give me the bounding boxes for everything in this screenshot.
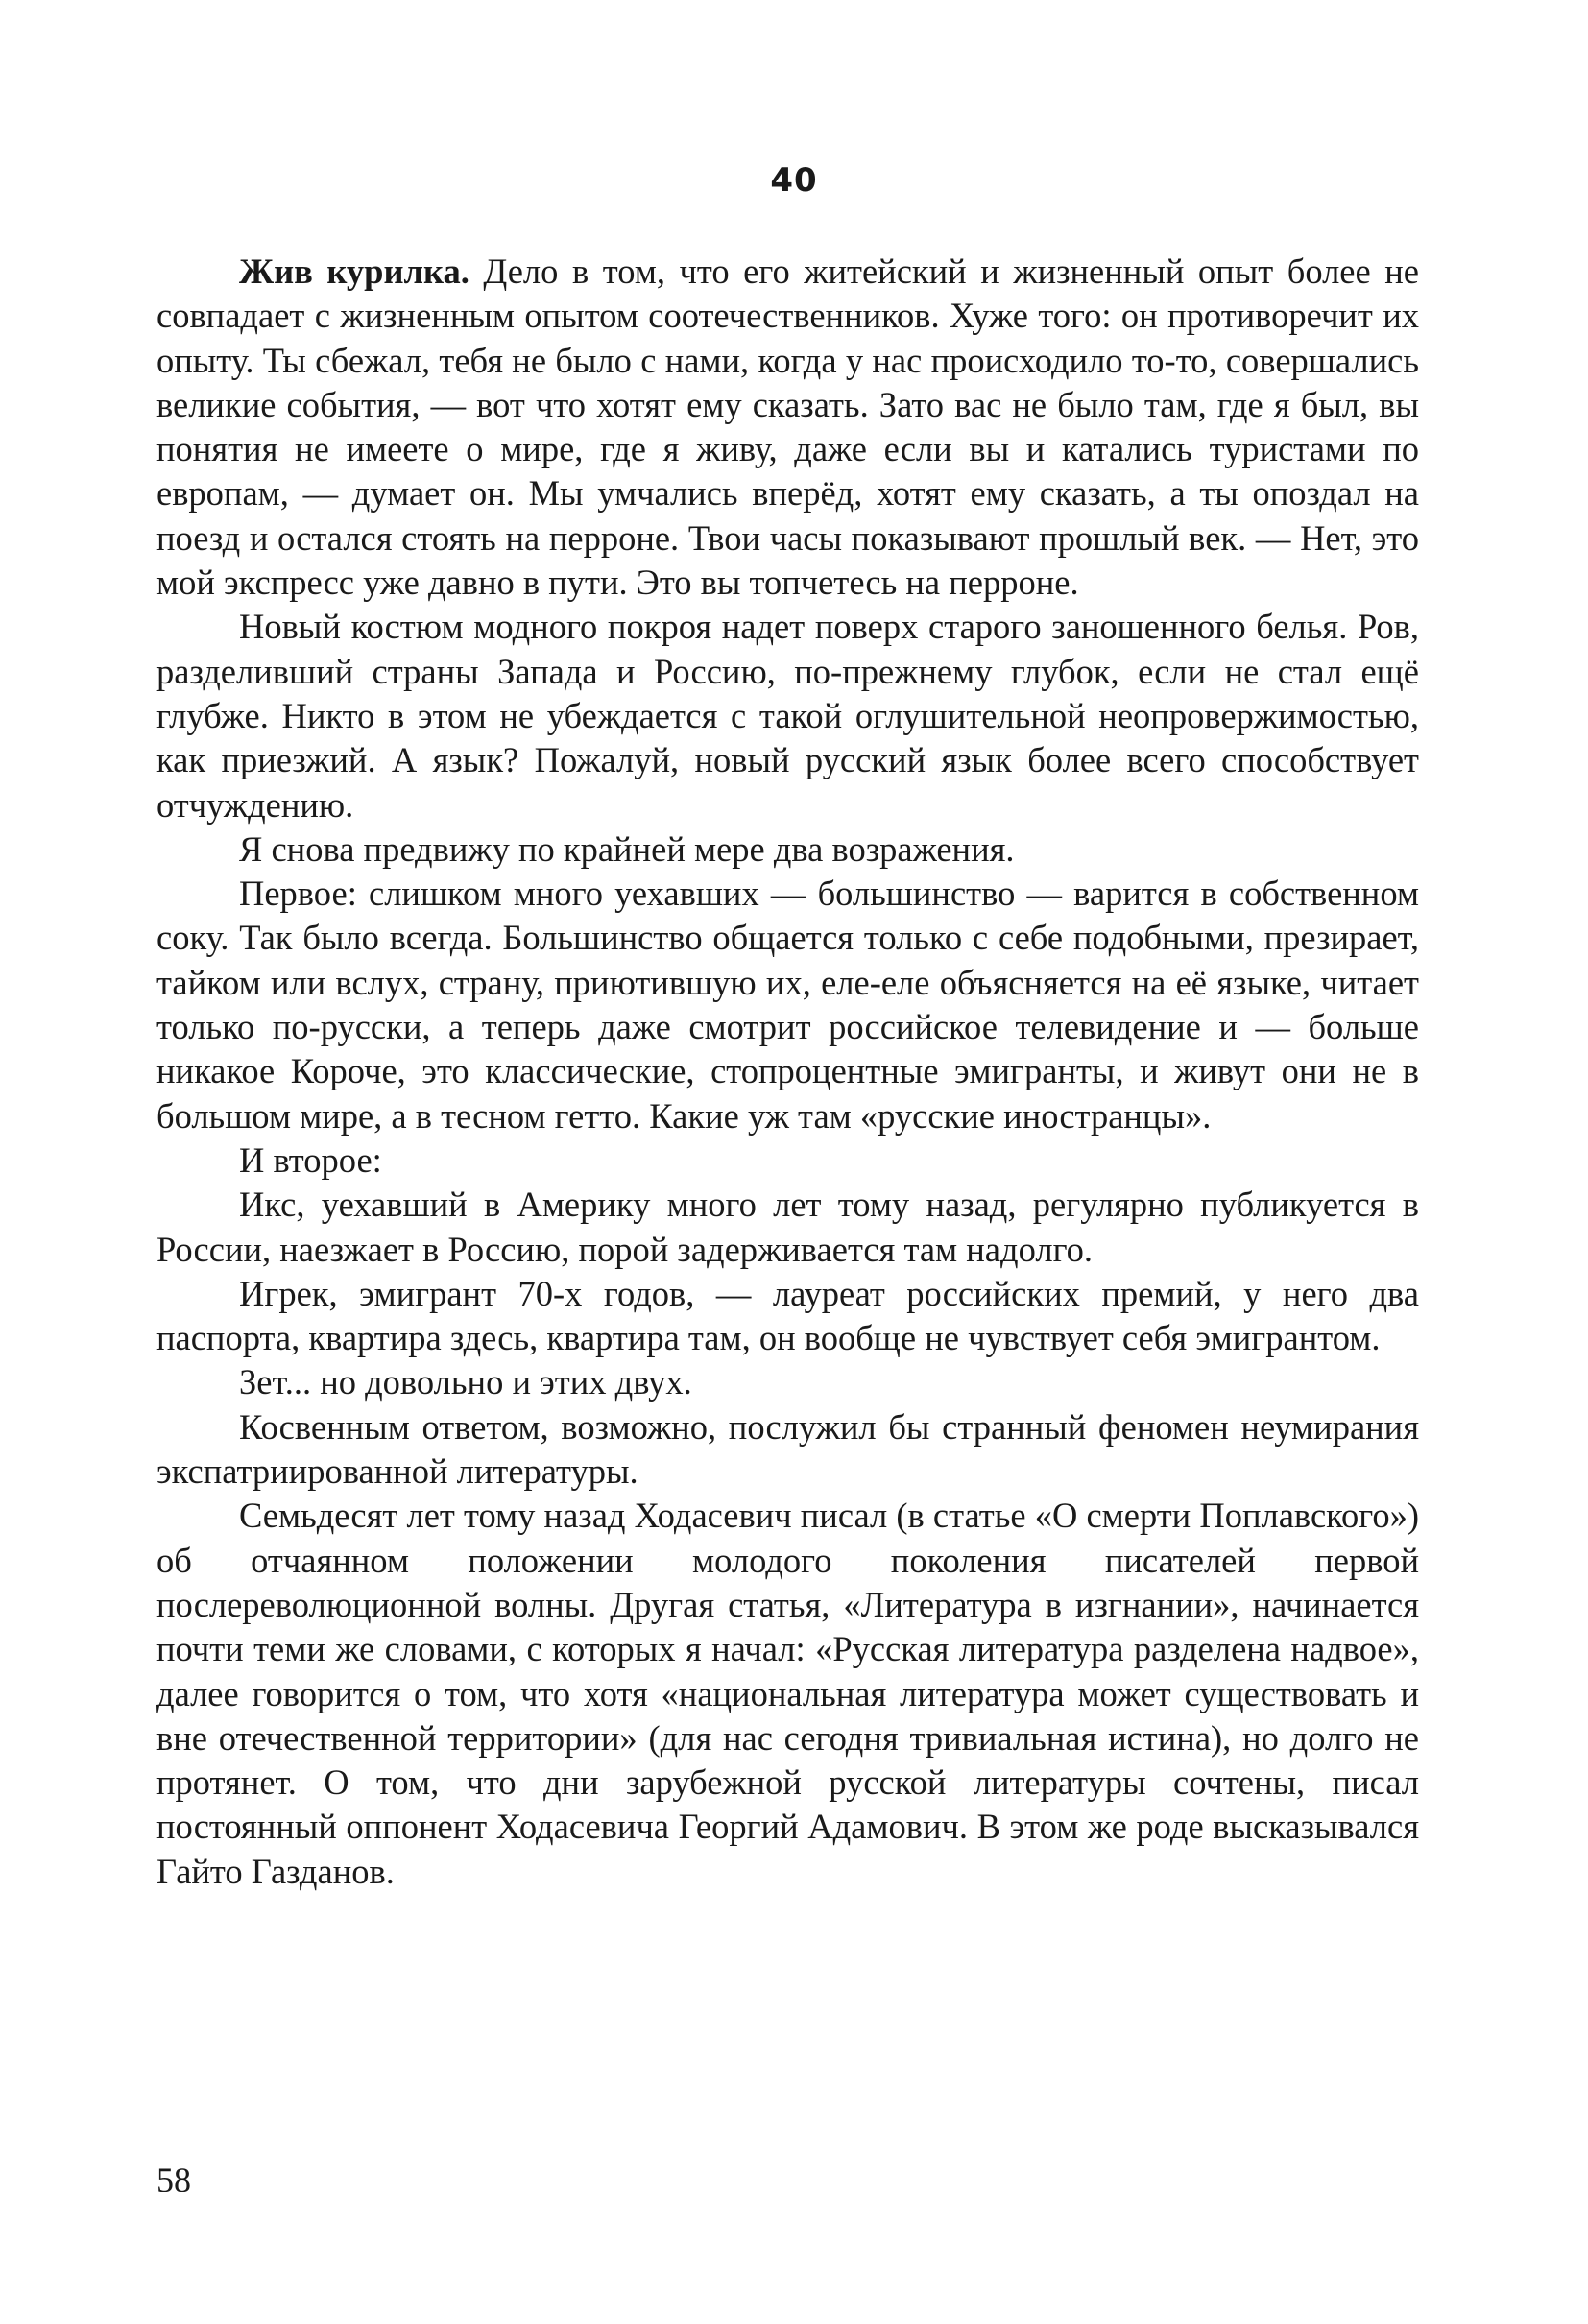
paragraph-1 bbox=[156, 250, 1419, 605]
paragraph-7: Игрек, эмигрант 70-х годов, — лауреат российских премий, у него два паспорта, квартира здесь, квартира там, он вообще не чувствует себя эмигрантом. bbox=[156, 1273, 1419, 1358]
paragraph-4: Первое: слишком много уехавших — большинство — варится в собственном соку. Так было всегда. Большинство общается только с себе подобными, презирает, тайком или вслух, страну, приютившую их, еле-еле объясняется на её языке, читает только по-русски, а теперь даже смотрит российское телевидение и — больше никакое Короче, это классические, стопроцентные эмигранты, и живут они не в большом мире, а в тесном гетто. Какие уж там «русские иностранцы». bbox=[156, 874, 1419, 1136]
paragraph-9: Косвенным ответом, возможно, послужил бы странный феномен неумирания экспатриированной литературы. bbox=[156, 1406, 1419, 1492]
paragraph-text: Дело в том, что его житейский и жизненный опыт более не совпадает с жизненным опытом соотечественников. Хуже того: он противоречит их опыту. Ты сбежал, тебя не было с нами, когда у нас происходило то-то, совершались великие события, — вот что хотят ему сказать. Зато вас не было там, где я был, вы понятия не имеете о мире, где я живу, даже если вы и катались туристами по европам, — думает он. Мы умчались вперёд, хотят ему сказать, а ты опоздал на поезд и остался стоять на перроне. Твои часы показывают прошлый век. — Нет, это мой экспресс уже давно в пути. Это вы топчетесь на перроне. bbox=[156, 252, 1419, 603]
run-in-heading: Жив курилка. bbox=[239, 252, 469, 291]
paragraph-6: Икс, уехавший в Америку много лет тому назад, регулярно публикуется в России, наезжает в Россию, порой задерживается там надолго. bbox=[156, 1185, 1419, 1269]
body-text bbox=[156, 250, 1419, 1894]
paragraph-3: Я снова предвижу по крайней мере два возражения. bbox=[239, 828, 1015, 869]
chapter-number: 40 bbox=[770, 161, 818, 200]
page-number: 58 bbox=[156, 2161, 191, 2199]
paragraph-8: Зет... но довольно и этих двух. bbox=[239, 1362, 692, 1402]
paragraph-2: Новый костюм модного покроя надет поверх старого заношенного белья. Ров, разделивший страны Запада и Россию, по-прежнему глубок, если не стал ещё глубже. Никто в этом не убеждается с такой оглушительной неопровержимостью, как приезжий. А язык? Пожалуй, новый русский язык более всего способствует отчуждению. bbox=[156, 607, 1419, 825]
paragraph-10: Семьдесят лет тому назад Ходасевич писал (в статье «О смерти Поплавского») об отчаянном положении молодого поколения писателей первой послереволюционной волны. Другая статья, «Литература в изгнании», начинается почти теми же словами, с которых я начал: «Русская литература разделена надвое», далее говорится о том, что хотя «национальная литература может существовать и вне отечественной территории» (для нас сегодня тривиальная истина), но долго не протянет. О том, что дни зарубежной русской литературы сочтены, писал постоянный оппонент Ходасевича Георгий Адамович. В этом же роде высказывался Гайто Газданов. bbox=[156, 1496, 1419, 1891]
paragraph-5: И второе: bbox=[239, 1139, 382, 1180]
